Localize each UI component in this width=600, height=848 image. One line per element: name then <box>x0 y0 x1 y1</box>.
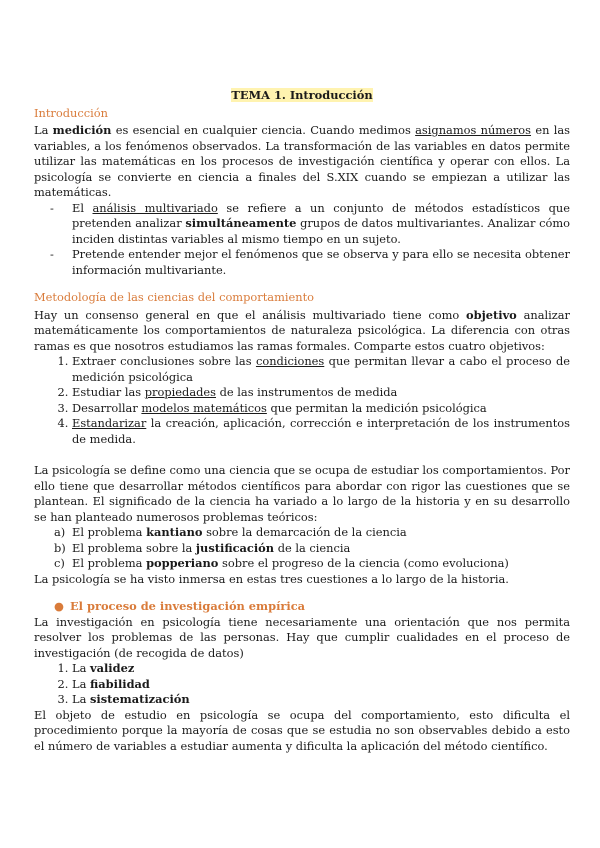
list-item: a) El problema kantiano sobre la demarcación de la ciencia <box>54 525 407 539</box>
list-item: 2. Estudiar las propiedades de las instrumentos de medida <box>72 385 570 401</box>
list-item: 1. Extraer conclusiones sobre las condiciones que permitan llevar a cabo el proceso de medición psicológica <box>72 354 570 385</box>
page-title: TEMA 1. Introducción <box>231 88 373 102</box>
list-item: - El análisis multivariado se refiere a un conjunto de métodos estadísticos que pretenden analizar simultáneamente grupos de datos multivariantes. Analizar cómo inciden distintas variables al mismo tiempo en un sujeto. <box>72 201 570 248</box>
paragraph: Hay un consenso general en que el análisis multivariado tiene como objetivo analizar matemáticamente los comportamientos de naturaleza psicológica. La diferencia con otras ramas es que nosotros estudiamos las ramas formales. Comparte estos cuatro objetivos: <box>34 307 571 353</box>
list-item: c) El problema popperiano sobre el progreso de la ciencia (como evoluciona) <box>54 556 509 570</box>
list-item: 1. La validez <box>72 661 570 677</box>
title-text: Introducción <box>289 88 373 102</box>
bullet-icon: ● <box>54 599 64 613</box>
list-item: 3. La sistematización <box>72 692 570 708</box>
paragraph: La medición es esencial en cualquier ciencia. Cuando medimos asignamos números en las variables, a los fenómenos observados. La transformación de las variables en datos permite utilizar las matemáticas en los procesos de investigación científica y operar con ellos. La psicología se convierte en ciencia a finales del S.XIX cuando se empiezan a utilizar las matemáticas. <box>34 123 570 199</box>
section-heading-introduccion: Introducción <box>34 105 108 120</box>
paragraph: La investigación en psicología tiene necesariamente una orientación que nos permita resolver los problemas de las personas. Hay que cumplir cualidades en el proceso de investigación (de recogida de datos) <box>34 614 570 660</box>
qualities-list <box>34 661 570 708</box>
problems-list <box>34 525 570 572</box>
paragraph: La psicología se define como una ciencia que se ocupa de estudiar los comportamientos. Por ello tiene que desarrollar métodos científicos para abordar con rigor las cuestiones que se plantean. El significado de la ciencia ha variado a lo largo de la historia y en su desarrollo se han planteado numerosos problemas teóricos: <box>34 463 570 524</box>
section-heading-investigacion: ● El proceso de investigación empírica <box>54 599 306 613</box>
document-body <box>34 88 570 754</box>
list-item: - Pretende entender mejor el fenómenos que se observa y para ello se necesita obtener información multivariante. <box>72 247 570 278</box>
paragraph: El objeto de estudio en psicología se ocupa del comportamiento, esto dificulta el procedimiento porque la mayoría de cosas que se estudia no son observables debido a esto el número de variables a estudiar aumenta y dificulta la aplicación del método científico. <box>34 707 570 753</box>
section-heading-metodologia: Metodología de las ciencias del comportamiento <box>34 290 315 304</box>
dash-list <box>34 201 570 279</box>
paragraph: La psicología se ha visto inmersa en estas tres cuestiones a lo largo de la historia. <box>34 571 509 586</box>
objectives-list <box>34 354 570 447</box>
list-item: 4. Estandarizar la creación, aplicación, corrección e interpretación de los instrumentos de medida. <box>72 416 570 447</box>
list-item: b) El problema sobre la justificación de la ciencia <box>54 540 351 555</box>
list-item: 2. La fiabilidad <box>72 677 570 693</box>
list-item: 3. Desarrollar modelos matemáticos que permitan la medición psicológica <box>72 401 570 417</box>
title-number: TEMA 1 <box>231 88 282 102</box>
